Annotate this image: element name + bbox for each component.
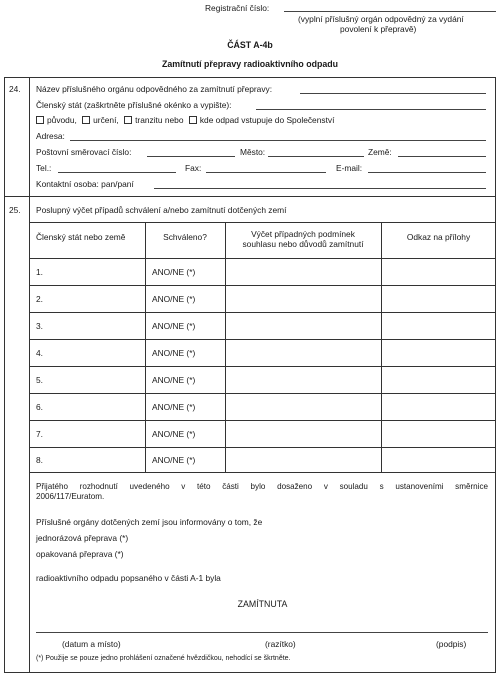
destination-label: určení, [93,115,119,125]
table-row-line [29,339,496,340]
fax-field[interactable] [206,172,326,173]
section-24-number: 24. [9,84,21,94]
email-field[interactable] [368,172,486,173]
col-header-conditions-line1: Výčet případných podmínek [251,229,355,239]
row-number: 3. [36,321,43,331]
table-row-line [29,285,496,286]
section-divider [4,196,496,197]
col-header-annex: Odkaz na přílohy [406,232,471,242]
address-field[interactable] [70,140,486,141]
registration-note-line2: povolení k přepravě) [340,24,417,34]
stamp-label: (razítko) [265,639,296,649]
part-title: ČÁST A-4b [227,40,273,50]
date-place-label: (datum a místo) [62,639,121,649]
transit-label: tranzitu nebo [135,115,184,125]
number-column-divider [29,77,30,672]
row-answer[interactable]: ANO/NE (*) [152,429,196,439]
tel-field[interactable] [58,172,176,173]
row-answer[interactable]: ANO/NE (*) [152,402,196,412]
table-row-line [29,312,496,313]
destination-checkbox[interactable] [82,116,90,124]
row-answer[interactable]: ANO/NE (*) [152,267,196,277]
row-number: 8. [36,455,43,465]
table-row-line [29,366,496,367]
section-25-title: Poslupný výčet případů schválení a/nebo zamítnutí dotčených zemí [36,205,287,215]
row-answer[interactable]: ANO/NE (*) [152,375,196,385]
row-answer[interactable]: ANO/NE (*) [152,348,196,358]
row-answer[interactable]: ANO/NE (*) [152,321,196,331]
transit-checkbox[interactable] [124,116,132,124]
table-bottom [29,472,496,473]
decision-line1: Přijatého rozhodnutí uvedeného v této části bylo dosaženo v souladu s ustanoveními směrnice [36,482,488,491]
col-header-state: Členský stát nebo země [36,232,126,242]
waste-description: radioaktivního odpadu popsaného v části A-1 byla [36,573,221,583]
registration-note-line1: (vyplní příslušný orgán odpovědný za vydání [298,14,464,24]
table-header-bottom [29,258,496,259]
row-number: 7. [36,429,43,439]
signature-label: (podpis) [436,639,467,649]
table-col-divider [145,222,146,472]
entry-label: kde odpad vstupuje do Společenství [199,115,335,125]
contact-label: Kontaktní osoba: pan/paní [36,179,134,189]
member-state-field[interactable] [256,109,486,110]
col-header-conditions-line2: souhlasu nebo důvodů zamítnutí [242,239,364,249]
table-col-divider [225,222,226,472]
informed-text: Příslušné orgány dotčených zemí jsou informovány o tom, že [36,517,263,527]
tel-label: Tel.: [36,163,52,173]
city-field[interactable] [268,156,364,157]
authority-label: Název příslušného orgánu odpovědného za zamítnutí přepravy: [36,84,273,94]
registration-field[interactable] [284,11,496,12]
row-answer[interactable]: ANO/NE (*) [152,294,196,304]
row-answer[interactable]: ANO/NE (*) [152,455,196,465]
table-col-divider [381,222,382,472]
page-subtitle: Zamítnutí přepravy radioaktivního odpadu [162,59,338,69]
postcode-label: Poštovní směrovací číslo: [36,147,132,157]
signature-line[interactable] [36,632,488,633]
footnote: (*) Použije se pouze jedno prohlášení označené hvězdičkou, nehodící se škrtněte. [36,655,291,662]
entry-checkbox[interactable] [189,116,197,124]
frame-left [4,77,5,672]
fax-label: Fax: [185,163,202,173]
table-row-line [29,393,496,394]
col-header-approved: Schváleno? [163,232,207,242]
row-number: 1. [36,267,43,277]
single-transport-option[interactable]: jednorázová přeprava (*) [36,533,129,543]
row-number: 2. [36,294,43,304]
table-row-line [29,420,496,421]
country-field[interactable] [398,156,486,157]
decision-line2: 2006/117/Euratom. [36,492,105,501]
email-label: E-mail: [336,163,363,173]
table-row-line [29,447,496,448]
country-label: Země: [368,147,392,157]
repeated-transport-option[interactable]: opakovaná přeprava (*) [36,549,124,559]
postcode-field[interactable] [147,156,235,157]
city-label: Město: [240,147,266,157]
member-state-label: Členský stát (zaškrtněte příslušné okénko a vypište): [36,100,232,110]
refused-label: ZAMÍTNUTA [237,599,288,609]
row-number: 5. [36,375,43,385]
contact-field[interactable] [154,188,486,189]
member-state-options [36,115,334,125]
row-number: 6. [36,402,43,412]
table-top [29,222,496,223]
frame-right [495,77,496,672]
authority-field[interactable] [300,93,486,94]
section-25-number: 25. [9,205,21,215]
frame-bottom [4,672,496,673]
origin-label: původu, [47,115,77,125]
row-number: 4. [36,348,43,358]
registration-label: Registrační číslo: [205,3,270,13]
frame-top [4,77,496,78]
address-label: Adresa: [36,131,65,141]
origin-checkbox[interactable] [36,116,44,124]
